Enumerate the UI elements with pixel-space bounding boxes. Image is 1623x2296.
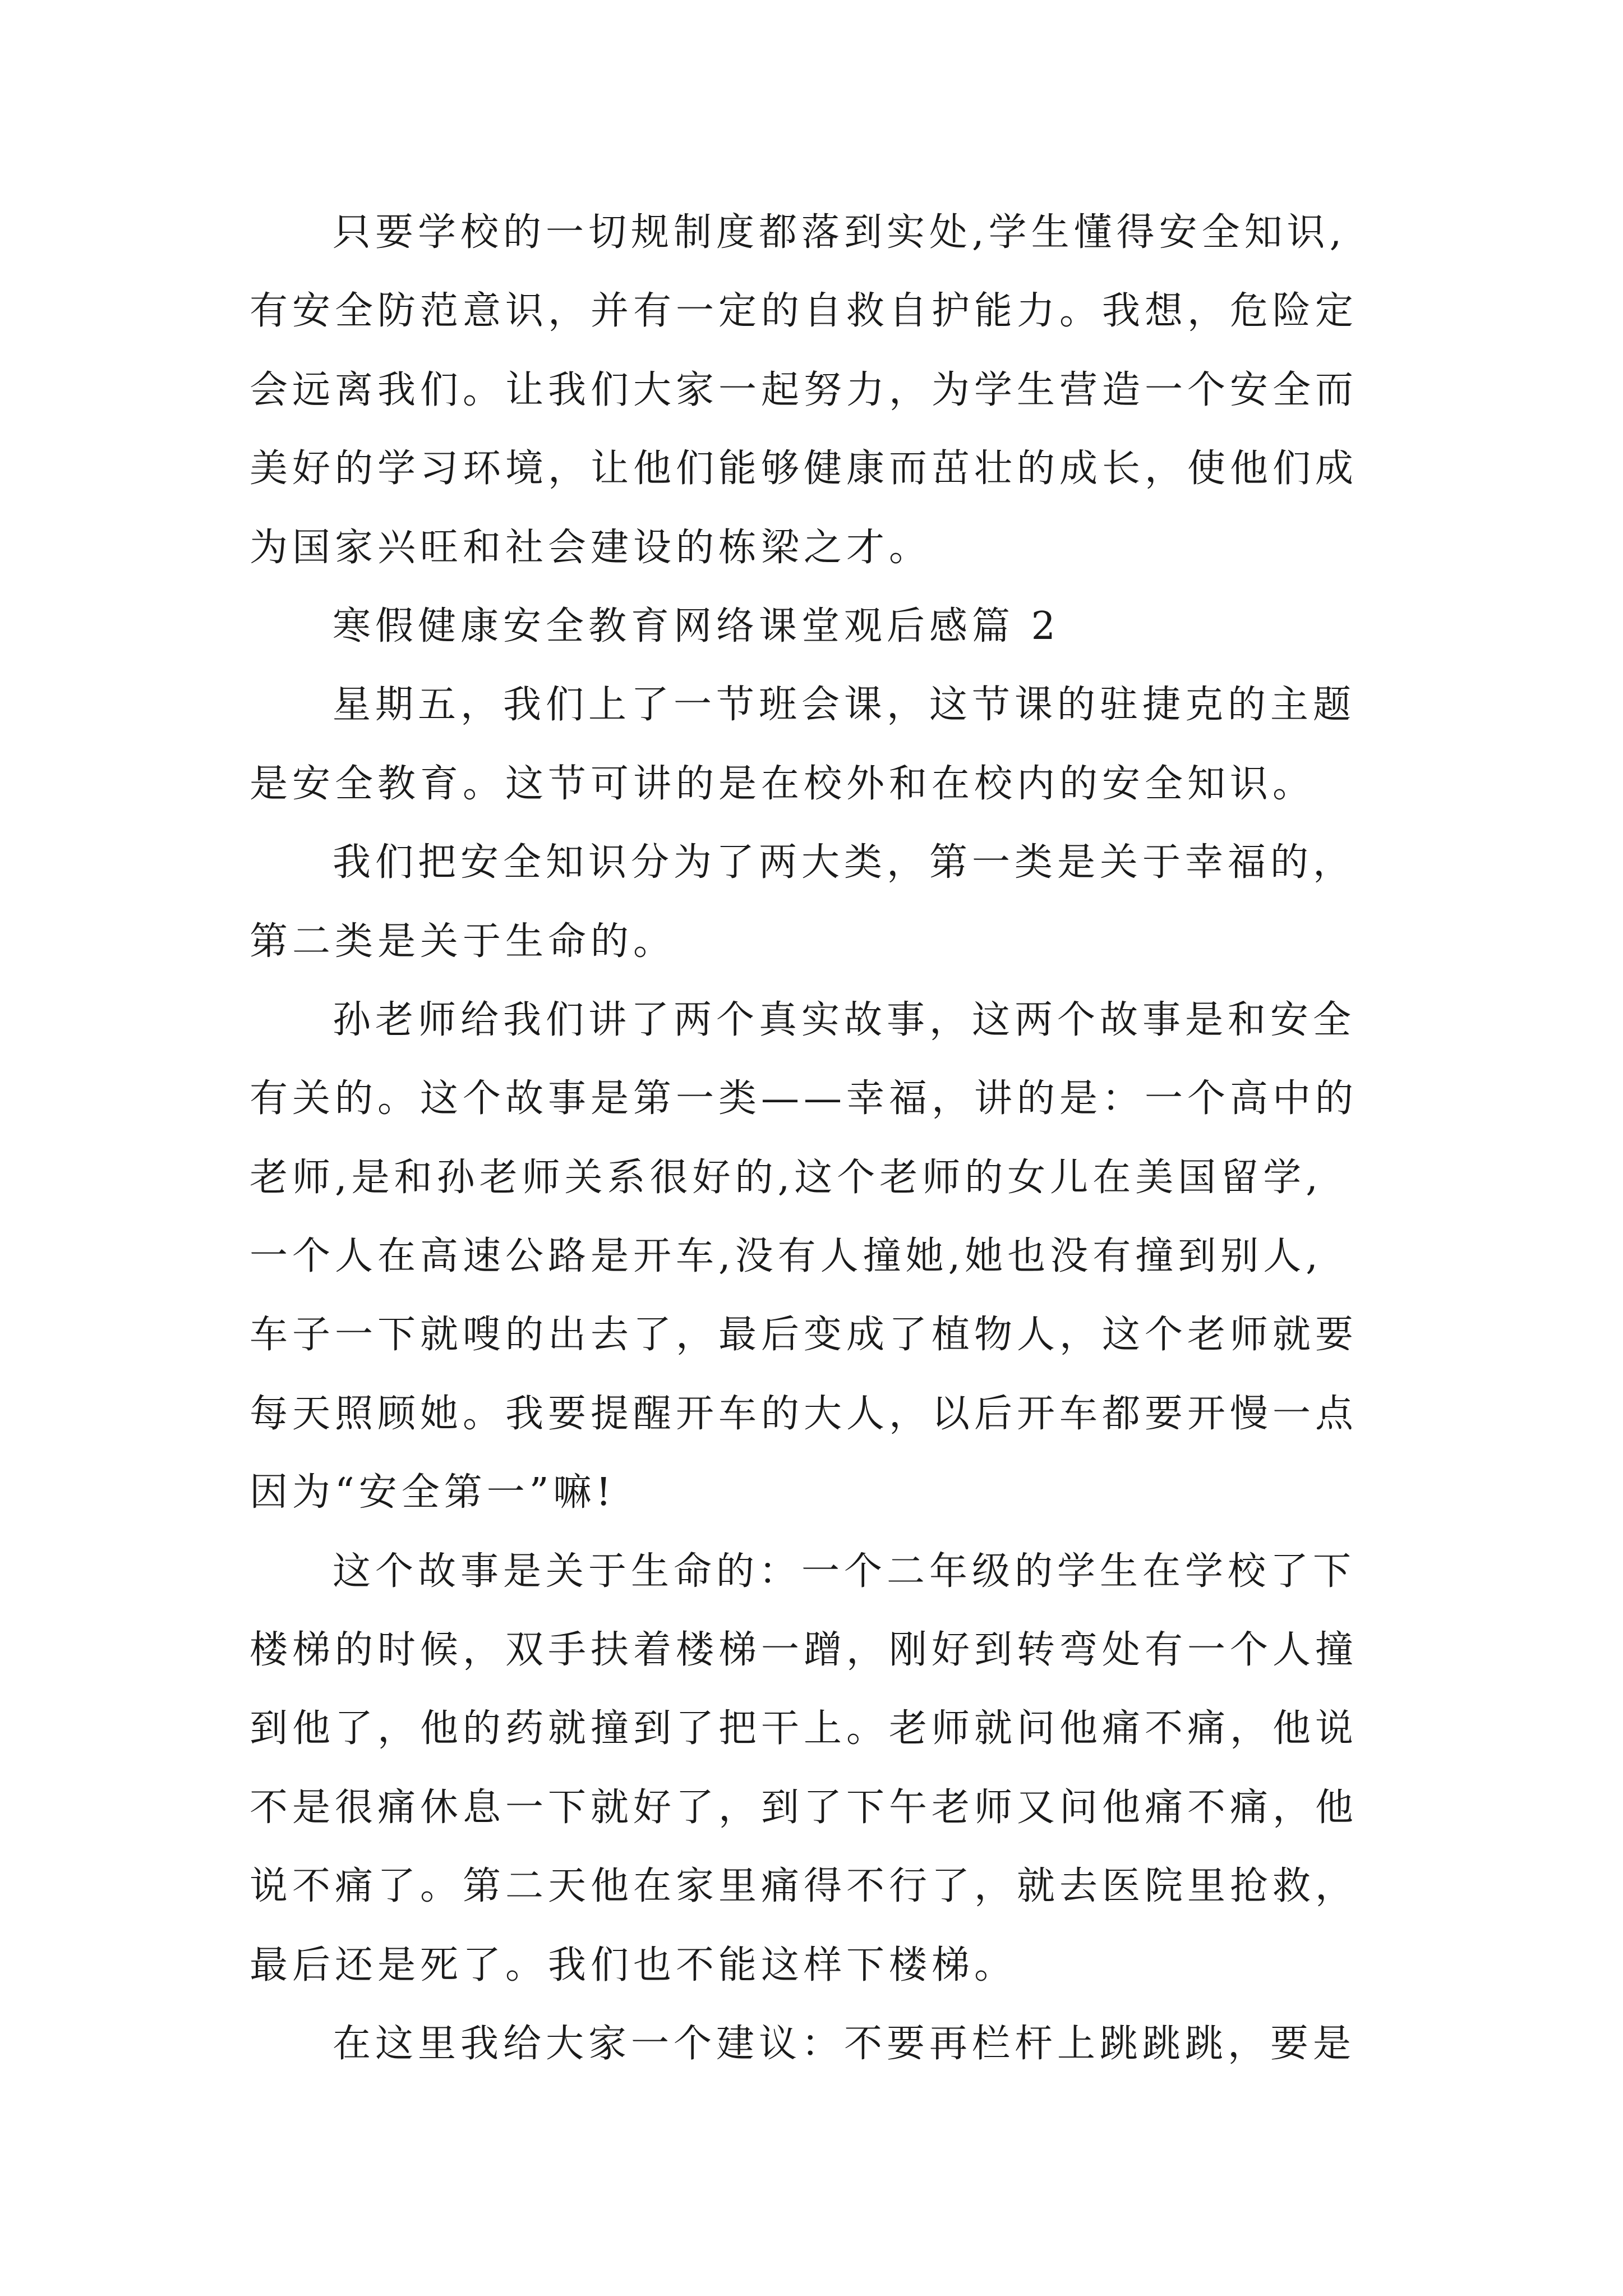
document-body [250, 194, 1405, 2083]
text-line: 是安全教育。这节可讲的是在校外和在校内的安全知识。 [250, 761, 1316, 806]
text-line: 星期五，我们上了一节班会课，这节课的驻捷克的主题 [333, 683, 1356, 728]
text-line: 楼梯的时候，双手扶着楼梯一蹭，刚好到转弯处有一个人撞 [250, 1628, 1358, 1673]
text-line: 一个人在高速公路是开车,没有人撞她,她也没有撞到别人, [250, 1234, 1322, 1279]
text-line: 到他了，他的药就撞到了把干上。老师就问他痛不痛，他说 [250, 1706, 1358, 1751]
text-line: 会远离我们。让我们大家一起努力，为学生营造一个安全而 [250, 367, 1358, 412]
text-line: 第二类是关于生命的。 [250, 919, 676, 964]
text-line: 车子一下就嗖的出去了，最后变成了植物人，这个老师就要 [250, 1313, 1358, 1358]
text-line: 这个故事是关于生命的：一个二年级的学生在学校了下 [333, 1549, 1356, 1594]
text-line: 不是很痛休息一下就好了，到了下午老师又问他痛不痛，他 [250, 1785, 1358, 1830]
text-line: 只要学校的一切规制度都落到实处,学生懂得安全知识, [333, 210, 1347, 255]
text-line: 说不痛了。第二天他在家里痛得不行了，就去医院里抢救， [250, 1864, 1358, 1909]
text-line: 因为“安全第一”嘛! [250, 1470, 616, 1515]
text-line: 有安全防范意识，并有一定的自救自护能力。我想，危险定 [250, 289, 1358, 334]
text-line: 每天照顾她。我要提醒开车的大人，以后开车都要开慢一点 [250, 1391, 1358, 1436]
text-line: 为国家兴旺和社会建设的栋梁之才。 [250, 525, 932, 570]
text-line: 老师,是和孙老师关系很好的,这个老师的女儿在美国留学, [250, 1155, 1322, 1200]
text-line: 最后还是死了。我们也不能这样下楼梯。 [250, 1943, 1017, 1987]
text-line: 我们把安全知识分为了两大类，第一类是关于幸福的， [333, 840, 1356, 885]
text-line: 在这里我给大家一个建议：不要再栏杆上跳跳跳，要是 [333, 2021, 1356, 2066]
text-line: 美好的学习环境，让他们能够健康而茁壮的成长，使他们成 [250, 447, 1358, 491]
section-heading: 寒假健康安全教育网络课堂观后感篇 2 [333, 604, 1060, 648]
text-line: 有关的。这个故事是第一类——幸福，讲的是：一个高中的 [250, 1076, 1358, 1121]
text-line: 孙老师给我们讲了两个真实故事，这两个故事是和安全 [333, 997, 1356, 1042]
